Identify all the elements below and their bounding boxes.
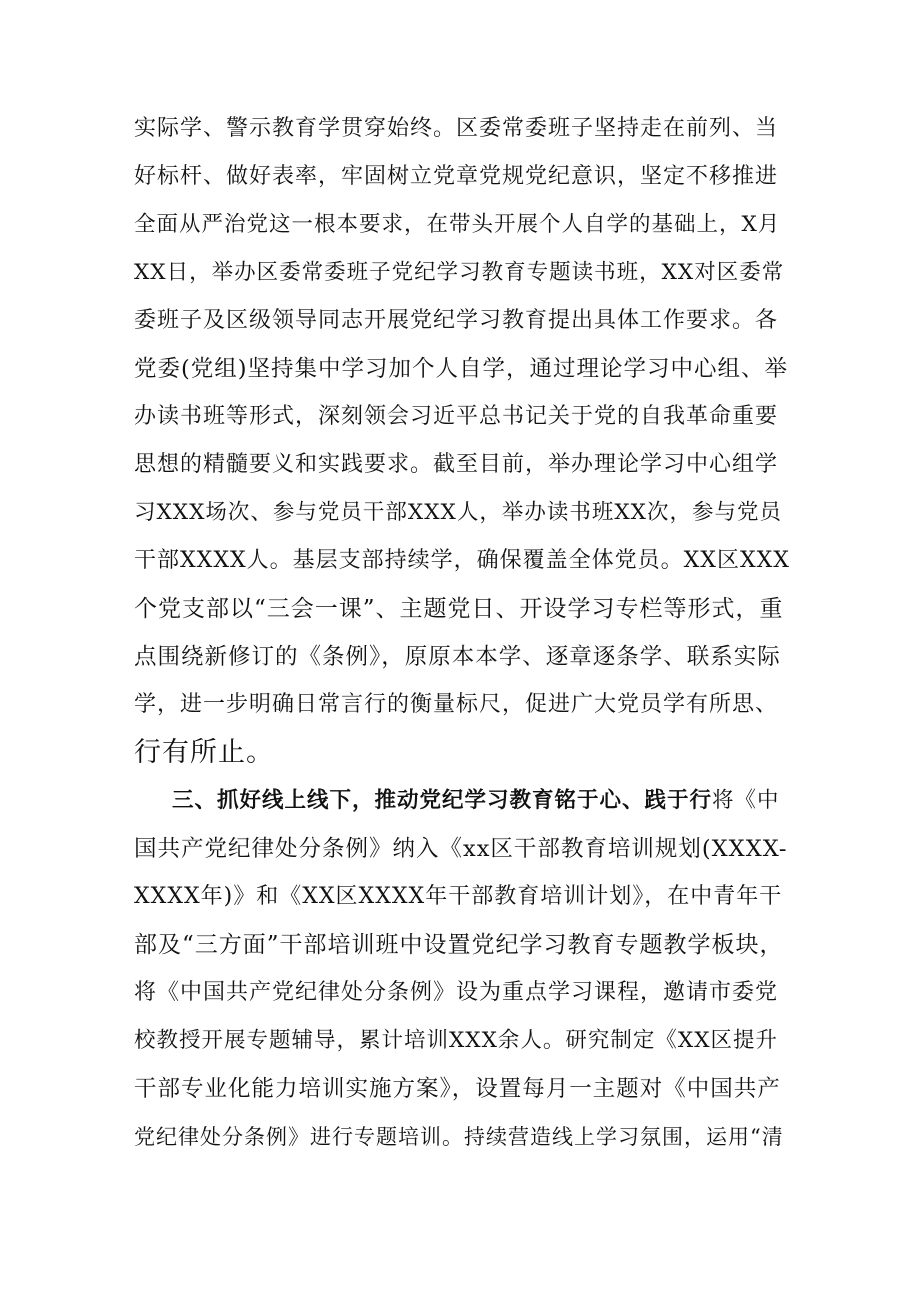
text-line: 干部XXXX人。基层支部持续学，确保覆盖全体党员。XX区XXX — [134, 548, 790, 573]
text-line: 校教授开展专题辅导，累计培训XXX余人。研究制定《XX区提升 — [134, 1028, 779, 1053]
text-line: 个党支部以“三会一课”、主题党日、开设学习专栏等形式，重 — [134, 596, 784, 622]
text-line: 实际学、警示教育学贯穿始终。区委常委班子坚持走在前列、当 — [134, 116, 779, 141]
text-line: 行有所止。 — [134, 737, 274, 768]
text-line: 党纪律处分条例》进行专题培训。持续营造线上学习氛围，运用“清 — [134, 1125, 784, 1149]
text-line: 点围绕新修订的《条例》，原原本本学、逐章逐条学、联系实际 — [134, 644, 781, 670]
text-line: 思想的精髓要义和实践要求。截至目前，举办理论学习中心组学 — [134, 452, 779, 477]
text-line: 将《中国共产党纪律处分条例》设为重点学习课程，邀请市委党 — [134, 980, 779, 1005]
text-line: 学，进一步明确日常言行的衡量标尺，促进广大党员学有所思、 — [134, 692, 779, 717]
text-line: 国共产党纪律处分条例》纳入《xx区干部教育培训规划(XXXX- — [134, 836, 788, 862]
text-run: 将《中 — [712, 788, 780, 813]
section-heading: 三、抓好线上线下，推动党纪学习教育铭于心、践于行 — [172, 788, 713, 813]
text-line: 委班子及区级领导同志开展党纪学习教育提出具体工作要求。各 — [134, 308, 779, 333]
text-line: 习XXX场次、参与党员干部XXX人，举办读书班XX次，参与党员 — [134, 500, 782, 525]
text-line: 干部专业化能力培训实施方案》，设置每月一主题对《中国共产 — [134, 1076, 781, 1102]
text-line: 部及“三方面”干部培训班中设置党纪学习教育专题教学板块， — [134, 932, 784, 958]
text-line-first — [172, 784, 780, 818]
text-line: XXXX年)》和《XX区XXXX年干部教育培训计划》，在中青年干 — [134, 884, 783, 909]
text-line: 办读书班等形式，深刻领会习近平总书记关于党的自我革命重要 — [134, 404, 779, 429]
text-line: 好标杆、做好表率，牢固树立党章党规党纪意识，坚定不移推进 — [134, 164, 779, 189]
text-line: 党委(党组)坚持集中学习加个人自学，通过理论学习中心组、举 — [134, 356, 789, 382]
text-line: XX日，举办区委常委班子党纪学习教育专题读书班，XX对区委常 — [134, 260, 785, 285]
text-line: 全面从严治党这一根本要求，在带头开展个人自学的基础上，X月 — [134, 212, 781, 237]
